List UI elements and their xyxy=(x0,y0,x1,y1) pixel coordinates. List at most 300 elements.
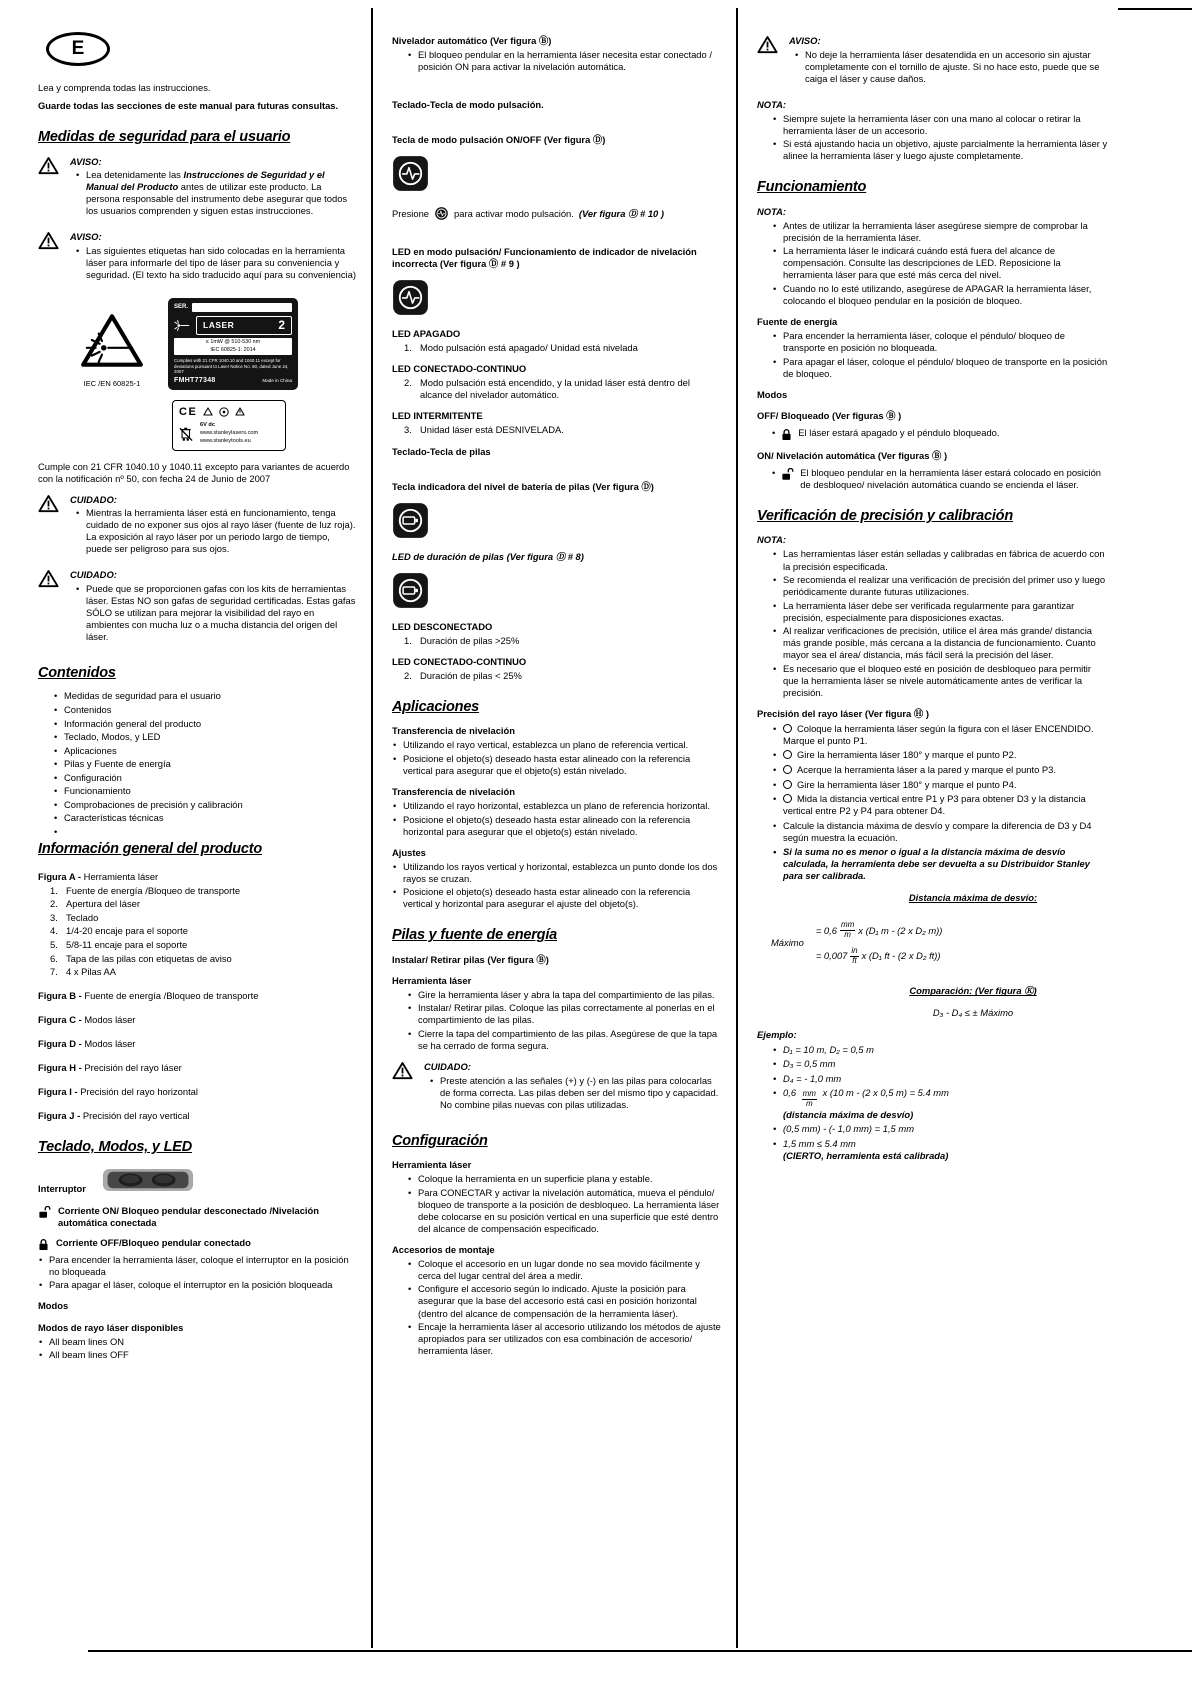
sub-heading: Herramienta láser xyxy=(392,1159,472,1171)
list-item-text: Para encender la herramienta láser, coloque el interruptor en la posición no bloqueada xyxy=(49,1253,349,1277)
lock-closed-icon xyxy=(38,1237,49,1251)
example-text: 1,5 mm ≤ 5.4 mm xyxy=(783,1137,856,1149)
lock-open-icon xyxy=(781,467,794,481)
figure-reference xyxy=(38,1014,356,1026)
section-heading: Verificación de precisión y calibración xyxy=(757,507,1013,524)
list-item xyxy=(39,1336,356,1348)
sub-heading: LED APAGADO xyxy=(392,328,461,340)
sub-heading: Teclado-Tecla de pilas xyxy=(392,445,491,457)
press-instruction xyxy=(392,206,722,221)
figure-label: Figura B - xyxy=(38,990,82,1002)
spacer xyxy=(392,113,722,125)
list-item xyxy=(39,1254,356,1278)
list-item-text: All beam lines ON xyxy=(49,1335,125,1347)
numbered-item-text: 4 x Pilas AA xyxy=(66,966,117,978)
figure-label: Figura J - xyxy=(38,1110,81,1122)
laser-standard-caption: IEC /EN 60825-1 xyxy=(83,378,141,388)
list-item xyxy=(54,812,356,824)
warning-label: AVISO: xyxy=(70,231,102,243)
list-item xyxy=(76,245,356,281)
serial-label: SER. xyxy=(174,303,189,310)
list-item xyxy=(54,731,356,743)
bullet-list xyxy=(408,1173,722,1235)
numbered-item xyxy=(50,953,356,965)
list-item-text: Coloque la herramienta en un superficie plana y estable. xyxy=(418,1173,653,1185)
figure-title: Modos láser xyxy=(84,1038,136,1050)
list-item-text: Utilizando el rayo horizontal, establezca un plano de referencia horizontal. xyxy=(403,799,710,811)
list-item-text: Cierre la tapa del compartimiento de las pilas. Asegúrese de que la tapa se ha cerrado de forma segura. xyxy=(418,1027,718,1051)
numbered-item-number: 2. xyxy=(404,377,412,389)
list-item-text: antes de utilizar este producto. La persona responsable del instrumento debe asegurar que todos los usuarios comprenden y siguen estas instrucciones. xyxy=(86,181,348,217)
column-1 xyxy=(38,26,356,1366)
numbered-item-number: 2. xyxy=(404,669,412,681)
example-text: x (10 m - (2 x 0,5 m) = 5.4 mm xyxy=(819,1087,949,1099)
warning-label: CUIDADO: xyxy=(70,569,117,581)
column-2 xyxy=(392,26,722,1362)
sub-heading: Transferencia de nivelación xyxy=(392,785,515,797)
list-item xyxy=(393,753,722,777)
list-item xyxy=(39,1349,356,1361)
voltage-label: 6V dc xyxy=(200,422,215,429)
numbered-item xyxy=(50,925,356,937)
figure-reference xyxy=(38,1038,356,1050)
sub-heading: Herramienta láser xyxy=(392,974,472,986)
warning-items xyxy=(430,1075,722,1111)
example-text: (0,5 mm) - (- 1,0 mm) = 1,5 mm xyxy=(783,1123,914,1135)
warning-triangle-icon xyxy=(38,156,59,175)
step-list xyxy=(773,723,1109,882)
recycle-icon xyxy=(203,407,213,416)
lock-note xyxy=(38,1205,356,1229)
example-item xyxy=(773,1058,1109,1070)
website-url: www.stanleylasers.com xyxy=(200,429,259,436)
sub-heading: ON/ Nivelación automática (Ver figuras Ⓑ ) xyxy=(757,449,948,461)
section-heading: Aplicaciones xyxy=(392,698,480,715)
bullet-list xyxy=(393,861,722,911)
numbered-item-number: 1. xyxy=(404,342,412,354)
step-icon xyxy=(783,794,792,803)
list-item xyxy=(773,220,1109,244)
list-item xyxy=(54,745,356,757)
numbered-item-number: 2. xyxy=(50,898,58,910)
numbered-item-text: 1/4-20 encaje para el soporte xyxy=(66,925,188,937)
spacer xyxy=(392,460,722,472)
bullet-list xyxy=(408,49,722,73)
page-bottom-rule xyxy=(88,1650,1192,1652)
laser-word: LASER xyxy=(203,320,235,331)
example-text: D₁ = 10 m, D₂ = 0,5 m xyxy=(783,1043,874,1055)
warning-note xyxy=(38,569,356,648)
list-item-text: Instalar/ Retirar pilas. Coloque las pilas correctamente al ponerlas en el compartimiento de las pilas. xyxy=(418,1002,715,1026)
figure-reference xyxy=(38,990,356,1002)
keypad-button-figure xyxy=(392,155,722,195)
example-item xyxy=(773,1073,1109,1085)
sub-heading: Instalar/ Retirar pilas (Ver figura Ⓑ) xyxy=(392,953,549,965)
formula-title: Distancia máxima de desvío: xyxy=(908,892,1038,904)
press-text: Presione xyxy=(392,207,430,219)
section-heading: Teclado, Modos, y LED xyxy=(38,1139,192,1156)
laser-class: 2 xyxy=(278,317,285,332)
example-text: D₄ = - 1,0 mm xyxy=(783,1072,842,1084)
step-text: Coloque la herramienta láser según la figura con el láser ENCENDIDO. Marque el punto P1. xyxy=(783,722,1094,746)
warning-note xyxy=(38,494,356,561)
column-divider xyxy=(736,8,738,1648)
example-list xyxy=(773,1044,1109,1162)
warning-label: CUIDADO: xyxy=(70,493,117,505)
list-item-text: Puede que se proporcionen gafas con los kits de herramientas láser. Estas NO son gafas de seguridad certificadas. Estas gafas SÓLO se utilizan para mejorar la visibilidad del rayo en ambientes con mucha luz o a mucha distancia del origen del láser. xyxy=(86,582,356,642)
numbered-item-text: Apertura del láser xyxy=(66,898,140,910)
list-item xyxy=(393,886,722,910)
list-item-text: Para encender la herramienta láser, coloque el péndulo/ bloqueo de transporte en posición no bloqueada. xyxy=(783,330,1065,354)
list-item-text: Contenidos xyxy=(64,704,112,715)
comparison-title: Comparación: (Ver figura Ⓚ) xyxy=(909,985,1037,997)
figure-title: Precisión del rayo horizontal xyxy=(80,1086,198,1098)
keypad-image xyxy=(102,1165,194,1195)
example-item xyxy=(773,1044,1109,1056)
e-logo-letter: E xyxy=(71,37,85,59)
bullet-list xyxy=(773,220,1109,307)
bullet-list xyxy=(773,330,1109,380)
warning-label: AVISO: xyxy=(789,35,821,46)
numbered-item-number: 1. xyxy=(404,634,412,646)
list-item xyxy=(54,799,356,811)
list-item xyxy=(773,330,1109,354)
sub-heading: OFF/ Bloqueado (Ver figuras Ⓑ ) xyxy=(757,409,902,421)
column-3 xyxy=(757,26,1109,1164)
warning-triangle-icon xyxy=(392,1061,413,1080)
equation xyxy=(816,947,943,966)
bullet-list xyxy=(393,739,722,777)
equation-text: x (D₁ m - (2 x D₂ m)) xyxy=(858,924,943,936)
list-item xyxy=(393,800,722,812)
compliance-text: Complies with 21 CFR 1040.10 and 1040.11 except for deviations pursuant to Laser Notice No. 50, dated June 24, 2007 xyxy=(174,357,289,375)
numbered-list xyxy=(404,670,722,682)
ce-label xyxy=(172,400,286,451)
fraction-numerator: mm xyxy=(840,920,855,930)
numbered-list xyxy=(404,342,722,354)
list-item xyxy=(773,283,1109,307)
list-item-text: Medidas de seguridad para el usuario xyxy=(64,690,221,702)
bullet-dot: • xyxy=(772,466,776,478)
list-item-text: All beam lines OFF xyxy=(49,1349,129,1361)
step-item xyxy=(773,723,1109,747)
ce-mark: CE xyxy=(179,405,198,418)
interruptor-label: Interruptor xyxy=(38,1182,86,1194)
warning-label: CUIDADO: xyxy=(424,1061,471,1072)
list-item xyxy=(393,861,722,885)
bullet-list xyxy=(54,690,356,824)
list-item-text: Posicione el objeto(s) deseado hasta estar alineado con la referencia horizontal para asegurar que el objeto(s) están nivelado. xyxy=(403,813,691,837)
list-item xyxy=(430,1075,722,1111)
list-item-text: Posicione el objeto(s) deseado hasta estar alineado con la referencia vertical para asegurar que el objeto(s) están nivelado. xyxy=(403,752,691,776)
numbered-list xyxy=(50,885,356,978)
numbered-item-number: 3. xyxy=(404,424,412,436)
sub-heading: Precisión del rayo láser (Ver figura Ⓗ ) xyxy=(757,707,929,719)
step-item xyxy=(773,793,1109,817)
list-item-text: Las siguientes etiquetas han sido colocadas en la herramienta láser para informarle del tipo de láser para su conveniencia y seguridad. (El texto ha sido traducido aquí para su conveniencia) xyxy=(86,244,356,280)
list-item-text: Se recomienda el realizar una verificación de precisión del primer uso y luego periódicamente durante futuras utilizaciones. xyxy=(783,574,1106,598)
step-text: Mida la distancia vertical entre P1 y P3 para obtener D3 y la distancia vertical entre P2 y P4 para obtener D4. xyxy=(783,793,1086,817)
example-label: Ejemplo: xyxy=(757,1028,797,1040)
numbered-item-text: Fuente de energía /Bloqueo de transporte xyxy=(66,884,241,896)
numbered-item xyxy=(50,939,356,951)
bullet-list xyxy=(408,989,722,1052)
spacer xyxy=(392,78,722,90)
equations xyxy=(816,914,943,972)
sub-heading: Modos xyxy=(38,1300,69,1312)
list-item-text: Encaje la herramienta láser al accesorio utilizando los métodos de ajuste apropiados para ser utilizados con esa combinación de accesorio/ herramienta láser. xyxy=(418,1321,721,1357)
lock-closed-icon xyxy=(781,427,792,441)
sub-heading: LED DESCONECTADO xyxy=(392,620,493,632)
section-heading: Configuración xyxy=(392,1132,488,1149)
figure-title: Herramienta láser xyxy=(83,870,159,882)
warning-mini-icon xyxy=(235,407,245,416)
fraction xyxy=(840,921,855,940)
list-item-text: Cuando no lo esté utilizando, asegúrese de APAGAR la herramienta láser, colocando el bloqueo pendular en la posición de bloqueo. xyxy=(783,283,1092,307)
sub-heading: NOTA: xyxy=(757,98,786,110)
figure-label: Figura I - xyxy=(38,1086,78,1098)
figure-label: Figura C - xyxy=(38,1014,82,1026)
sub-heading: Tecla indicadora del nivel de batería de pilas (Ver figura Ⓓ) xyxy=(392,480,654,492)
section-heading: Funcionamiento xyxy=(757,179,867,196)
list-item xyxy=(76,507,356,555)
e-conformity-logo xyxy=(46,32,110,66)
numbered-item-text: Duración de pilas >25% xyxy=(420,634,520,646)
model-number: FMHT77348 xyxy=(174,377,216,384)
list-item xyxy=(408,1321,722,1357)
numbered-item xyxy=(404,670,722,682)
example-text: 0,6 xyxy=(783,1087,799,1099)
bullet-list xyxy=(39,1336,356,1362)
fraction xyxy=(802,1090,817,1109)
warning-items xyxy=(76,245,356,281)
keypad-button-figure xyxy=(392,572,722,612)
warning-note xyxy=(392,1061,722,1116)
sub-heading: Fuente de energía xyxy=(757,316,838,328)
figure-label: Figura D - xyxy=(38,1038,82,1050)
list-item-text: Si está ajustando hacia un objetivo, ajuste parcialmente la herramienta láser y alinee la herramienta láser y luego ajuste completamente. xyxy=(783,138,1108,162)
numbered-item-text: Tapa de las pilas con etiquetas de aviso xyxy=(66,952,232,964)
column-divider xyxy=(371,8,373,1648)
pulse-button-icon xyxy=(392,279,429,316)
list-item xyxy=(795,49,1109,85)
list-item xyxy=(408,989,722,1001)
equation xyxy=(816,921,943,940)
example-item xyxy=(773,1138,1109,1162)
equation-text: = 0,007 xyxy=(815,950,848,962)
warning-items xyxy=(76,169,356,217)
cert-circle-icon xyxy=(219,407,229,417)
section-heading: Contenidos xyxy=(38,664,116,681)
sub-heading: LED en modo pulsación/ Funcionamiento de indicador de nivelación incorrecta (Ver figura Ⓓ # 9 ) xyxy=(392,246,697,270)
list-item-text: Preste atención a las señales (+) y (-) en las pilas para colocarlas de forma correcta. Las pilas deben ser del mismo tipo y capacidad. No combine pilas nuevas con pilas utilizadas. xyxy=(440,1074,719,1110)
numbered-item-number: 6. xyxy=(50,952,58,964)
list-item-text: Funcionamiento xyxy=(64,785,131,797)
list-item xyxy=(408,1002,722,1026)
fraction-denominator: m xyxy=(844,930,851,940)
spacer xyxy=(392,225,722,237)
warning-triangle-icon xyxy=(38,231,59,250)
sub-heading: LED INTERMITENTE xyxy=(392,410,483,422)
serial-box xyxy=(192,303,292,312)
list-item xyxy=(773,663,1109,699)
figure-title: Fuente de energía /Bloqueo de transporte xyxy=(84,990,259,1002)
interruptor-figure xyxy=(38,1165,356,1195)
fraction-numerator: in xyxy=(851,945,858,955)
equation-text: = 0,6 xyxy=(815,924,837,936)
warning-triangle-icon xyxy=(38,569,59,588)
section-heading: Información general del producto xyxy=(38,841,263,858)
sub-heading: LED CONECTADO-CONTINUO xyxy=(392,655,527,667)
website-url: www.stanleytools.eu xyxy=(200,437,251,444)
warning-triangle-icon xyxy=(757,35,778,54)
weee-bin-icon xyxy=(179,426,193,442)
laser-hazard-icon xyxy=(80,312,144,369)
list-item xyxy=(408,1028,722,1052)
list-item xyxy=(773,245,1109,281)
list-item-text: Utilizando los rayos vertical y horizontal, establezca un punto donde los dos rayos se cruzan. xyxy=(403,860,718,884)
list-item-emphasis: Instrucciones de Seguridad y el Manual del Producto xyxy=(86,169,325,193)
numbered-item xyxy=(404,377,722,401)
list-item xyxy=(39,1279,356,1291)
list-item xyxy=(773,625,1109,661)
list-item xyxy=(773,574,1109,598)
list-item-text: La herramienta láser le indicará cuándo está fuera del alcance de compensación. Consulte las descripciones de LED. Reposicione la herramienta láser para que esté más cerca del nivel. xyxy=(783,245,1061,281)
list-item xyxy=(773,138,1109,162)
battery-button-icon xyxy=(392,572,429,609)
list-item-text: Coloque el accesorio en un lugar donde no sea movido fácilmente y cerca del lugar central del área a medir. xyxy=(418,1257,700,1281)
step-icon xyxy=(783,724,792,733)
step-item xyxy=(773,764,1109,776)
sub-heading: NOTA: xyxy=(757,205,786,217)
step-text: Calcule la distancia máxima de desvío y compare la diferencia de D3 y D4 según muestra la ecuación. xyxy=(783,819,1092,843)
numbered-item-text: Teclado xyxy=(66,911,99,923)
equation-text: x (D₁ ft - (2 x D₂ ft)) xyxy=(861,950,941,962)
bullet-list xyxy=(393,800,722,838)
sub-heading: Ajustes xyxy=(392,846,426,858)
figure-label: Figura A - xyxy=(38,870,82,882)
list-item xyxy=(773,600,1109,624)
list-item-text: Información general del producto xyxy=(64,717,202,729)
list-item xyxy=(773,113,1109,137)
list-item-text: Comprobaciones de precisión y calibración xyxy=(64,798,243,810)
numbered-item-number: 7. xyxy=(50,966,58,978)
list-item-text: Mientras la herramienta láser está en funcionamiento, tenga cuidado de no exponer sus ojos al rayo láser (fuente de luz roja). La exposición al rayo láser por un periodo largo de tiempo, puede ser peligroso para sus ojos. xyxy=(86,507,356,555)
step-text: Gire la herramienta láser 180° y marque el punto P4. xyxy=(797,778,1017,790)
bullet-list xyxy=(408,1258,722,1357)
list-item-text: Utilizando el rayo vertical, establezca un plano de referencia vertical. xyxy=(403,739,689,751)
figure-ref: (Ver figura Ⓓ # 10 ) xyxy=(578,207,664,219)
list-item-text: No deje la herramienta láser desatendida en un accesorio sin ajustar completamente con el tornillo de ajuste. Si no hace esto, puede que se caiga el láser y cause daños. xyxy=(805,48,1100,84)
keypad-button-figure xyxy=(392,502,722,542)
section-heading: Pilas y fuente de energía xyxy=(392,927,558,944)
numbered-item-text: Modo pulsación está encendido, y la unidad láser está dentro del alcance del nivelador automático. xyxy=(420,377,690,401)
top-corner-mark xyxy=(1118,8,1192,10)
bullet-list xyxy=(773,548,1109,698)
sub-heading: LED de duración de pilas (Ver figura Ⓓ # 8) xyxy=(392,550,584,562)
sub-heading: Tecla de modo pulsación ON/OFF (Ver figura Ⓓ) xyxy=(392,134,606,146)
laser-warning-label xyxy=(168,298,298,390)
sub-heading: NOTA: xyxy=(757,534,786,546)
list-item-text: Teclado, Modos, y LED xyxy=(64,731,161,743)
sub-heading: Nivelador automático (Ver figura Ⓑ) xyxy=(392,35,552,46)
example-item xyxy=(773,1123,1109,1135)
list-item-text: Pilas y Fuente de energía xyxy=(64,758,171,770)
numbered-list xyxy=(404,377,722,401)
paragraph: Guarde todas las secciones de este manual para futuras consultas. xyxy=(38,100,339,112)
numbered-item xyxy=(404,342,722,354)
list-item-text: Para apagar el láser, coloque el péndulo/ bloqueo de transporte en la posición de bloqueo. xyxy=(783,355,1108,379)
laser-spec: ≤ 1mW @ 510-530 nm xyxy=(205,339,261,346)
step-icon xyxy=(783,750,792,759)
numbered-item xyxy=(404,424,722,436)
numbered-item-number: 4. xyxy=(50,925,58,937)
list-item xyxy=(408,49,722,73)
example-note: (distancia máxima de desvío) xyxy=(783,1108,914,1120)
lock-open-icon xyxy=(38,1205,51,1219)
numbered-item-text: Modo pulsación está apagado/ Unidad está nivelada xyxy=(420,342,638,354)
step-item xyxy=(773,779,1109,791)
numbered-item-number: 3. xyxy=(50,911,58,923)
pulse-button-icon xyxy=(392,155,429,192)
bullet-list xyxy=(773,113,1109,163)
lock-bullet xyxy=(772,467,1109,491)
list-item-text: Características técnicas xyxy=(64,812,164,824)
laser-labels-figure xyxy=(80,298,356,451)
figure-reference xyxy=(38,1086,356,1098)
list-item-text: Siempre sujete la herramienta láser con una mano al colocar o retirar la herramienta láser de un accesorio. xyxy=(783,112,1081,136)
list-item xyxy=(408,1173,722,1185)
step-item xyxy=(773,846,1109,882)
lock-bullet xyxy=(772,427,1109,441)
lock-note xyxy=(38,1237,356,1251)
list-item-text: Configuración xyxy=(64,771,122,783)
figure-title: Modos láser xyxy=(84,1014,136,1026)
numbered-item xyxy=(50,885,356,897)
figure-reference xyxy=(38,1110,356,1122)
laser-spec: IEC 60825-1: 2014 xyxy=(210,346,256,353)
list-item xyxy=(54,704,356,716)
figure-reference xyxy=(38,871,356,883)
list-item-text: Configure el accesorio según lo indicado. Ajuste la posición para asegurar que la base del accesorio está casi en posición horizontal (dentro del alcance de compensación de la herramienta láser). xyxy=(418,1283,697,1319)
fraction xyxy=(850,947,858,966)
warning-items xyxy=(76,583,356,643)
list-item xyxy=(773,356,1109,380)
list-item xyxy=(393,814,722,838)
list-item xyxy=(54,785,356,797)
warning-label: AVISO: xyxy=(70,155,102,167)
warning-items xyxy=(795,49,1109,85)
step-text: Si la suma no es menor o igual a la distancia máxima de desvío calculada, la herramienta debe ser devuelta a su Distribuidor Stanley para ser calibrada. xyxy=(783,846,1090,882)
sub-heading: Teclado-Tecla de modo pulsación. xyxy=(392,99,544,111)
bullet-dot: • xyxy=(772,426,776,438)
lock-bullet-text: El bloqueo pendular en la herramienta láser estará colocado en posición de desbloqueo/ nivelación automática cuando se encienda el láser. xyxy=(800,466,1102,490)
list-item xyxy=(54,772,356,784)
step-item xyxy=(773,820,1109,844)
list-item-text: Lea detenidamente las xyxy=(86,169,184,181)
list-item xyxy=(773,548,1109,572)
numbered-item-text: 5/8-11 encaje para el soporte xyxy=(66,938,188,950)
list-item-text: El bloqueo pendular en la herramienta láser necesita estar conectado / posición ON para activar la nivelación automática. xyxy=(418,49,712,73)
numbered-item xyxy=(50,912,356,924)
list-item-text: Es necesario que el bloqueo esté en posición de desbloqueo para permitir que la herramienta láser se nivele automáticamente antes de verificar la precisión. xyxy=(783,662,1092,698)
battery-button-icon xyxy=(392,502,429,539)
lock-note-text: Corriente ON/ Bloqueo pendular desconectado /Nivelación automática conectada xyxy=(58,1204,319,1228)
fraction-denominator: ft xyxy=(852,955,857,965)
warning-note xyxy=(38,156,356,223)
fraction-numerator: mm xyxy=(802,1089,816,1099)
warning-note xyxy=(38,231,356,286)
